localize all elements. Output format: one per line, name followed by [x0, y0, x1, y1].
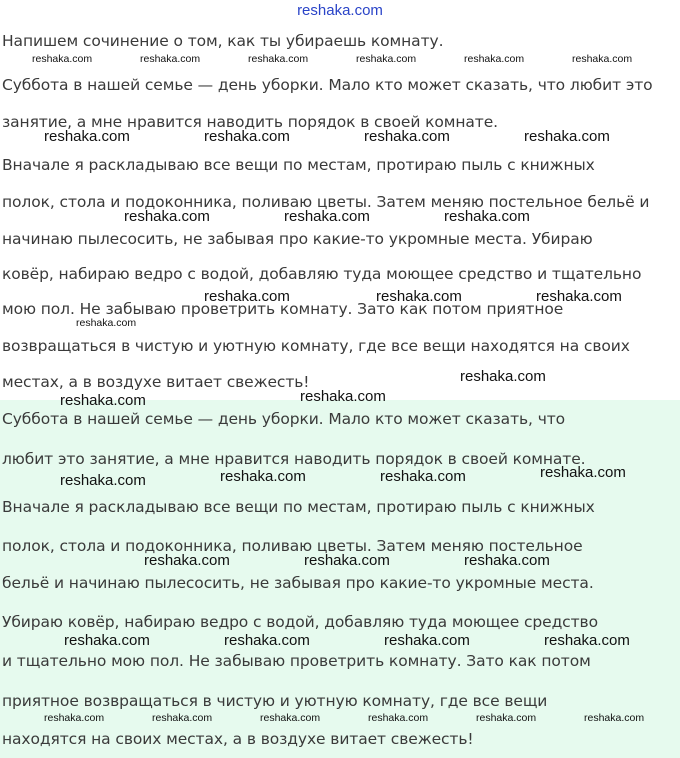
- watermark: reshaka.com: [76, 317, 137, 329]
- watermark: reshaka.com: [376, 288, 462, 305]
- watermark: reshaka.com: [380, 468, 466, 485]
- answer-line: приятное возвращаться в чистую и уютную комнату, где все вещи: [2, 692, 548, 710]
- watermark: reshaka.com: [260, 712, 321, 724]
- watermark: reshaka.com: [364, 128, 450, 145]
- watermark: reshaka.com: [220, 468, 306, 485]
- essay-line: Суббота в нашей семье — день уборки. Мало кто может сказать, что любит это: [2, 76, 653, 94]
- watermark: reshaka.com: [44, 128, 130, 145]
- answer-line: находятся на своих местах, а в воздухе витает свежесть!: [2, 730, 474, 748]
- task-prompt: Напишем сочинение о том, как ты убираешь комнату.: [2, 32, 444, 50]
- watermark: reshaka.com: [204, 288, 290, 305]
- essay-line: полок, стола и подоконника, поливаю цветы. Затем меняю постельное бельё и: [2, 193, 650, 211]
- watermark: reshaka.com: [124, 208, 210, 225]
- essay-line: занятие, а мне нравится наводить порядок в своей комнате.: [2, 113, 498, 131]
- watermark: reshaka.com: [464, 552, 550, 569]
- essay-line: ковёр, набираю ведро с водой, добавляю туда моющее средство и тщательно: [2, 265, 642, 283]
- watermark: reshaka.com: [368, 712, 429, 724]
- watermark: reshaka.com: [464, 53, 525, 65]
- watermark: reshaka.com: [248, 53, 309, 65]
- watermark: reshaka.com: [300, 388, 386, 405]
- site-link[interactable]: reshaka.com: [297, 2, 383, 19]
- watermark: reshaka.com: [204, 128, 290, 145]
- watermark: reshaka.com: [224, 632, 310, 649]
- watermark: reshaka.com: [572, 53, 633, 65]
- watermark: reshaka.com: [540, 464, 626, 481]
- essay-line: начинаю пылесосить, не забывая про какие-то укромные места. Убираю: [2, 230, 593, 248]
- answer-line: Вначале я раскладываю все вещи по местам, протираю пыль с книжных: [2, 498, 595, 516]
- answer-line: и тщательно мою пол. Не забываю проветрить комнату. Зато как потом: [2, 652, 591, 670]
- essay-line: мою пол. Не забываю проветрить комнату. Зато как потом приятное: [2, 300, 564, 318]
- watermark: reshaka.com: [444, 208, 530, 225]
- answer-line: бельё и начинаю пылесосить, не забывая про какие-то укромные места.: [2, 574, 594, 592]
- watermark: reshaka.com: [356, 53, 417, 65]
- watermark: reshaka.com: [476, 712, 537, 724]
- watermark: reshaka.com: [152, 712, 213, 724]
- watermark: reshaka.com: [584, 712, 645, 724]
- watermark: reshaka.com: [524, 128, 610, 145]
- watermark: reshaka.com: [32, 53, 93, 65]
- watermark: reshaka.com: [44, 712, 105, 724]
- essay-line: местах, а в воздухе витает свежесть!: [2, 373, 310, 391]
- watermark: reshaka.com: [384, 632, 470, 649]
- watermark: reshaka.com: [304, 552, 390, 569]
- watermark: reshaka.com: [60, 472, 146, 489]
- essay-line: возвращаться в чистую и уютную комнату, где все вещи находятся на своих: [2, 337, 630, 355]
- watermark: reshaka.com: [536, 288, 622, 305]
- watermark: reshaka.com: [144, 552, 230, 569]
- answer-line: Суббота в нашей семье — день уборки. Мало кто может сказать, что: [2, 410, 566, 428]
- watermark: reshaka.com: [460, 368, 546, 385]
- watermark: reshaka.com: [284, 208, 370, 225]
- watermark: reshaka.com: [140, 53, 201, 65]
- answer-line: любит это занятие, а мне нравится наводить порядок в своей комнате.: [2, 450, 586, 468]
- answer-line: полок, стола и подоконника, поливаю цветы. Затем меняю постельное: [2, 537, 583, 555]
- answer-line: Убираю ковёр, набираю ведро с водой, добавляю туда моющее средство: [2, 613, 598, 631]
- essay-line: Вначале я раскладываю все вещи по местам, протираю пыль с книжных: [2, 156, 595, 174]
- watermark: reshaka.com: [64, 632, 150, 649]
- watermark: reshaka.com: [60, 392, 146, 409]
- watermark: reshaka.com: [544, 632, 630, 649]
